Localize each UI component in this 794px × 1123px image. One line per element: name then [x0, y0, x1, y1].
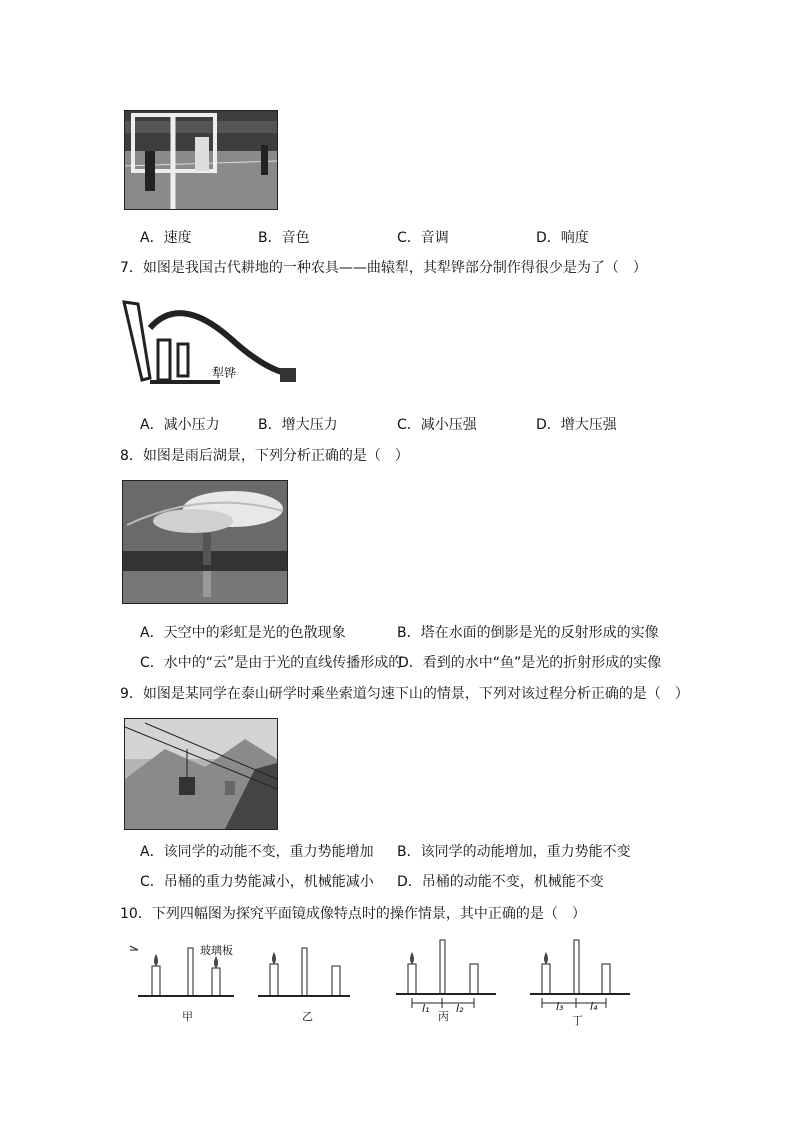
q9-stem: 9．如图是某同学在泰山研学时乘坐索道匀速下山的情景，下列对该过程分析正确的是（ ）	[120, 686, 689, 702]
q10-figure-jia	[124, 936, 244, 1026]
q10-distance-l2: l₂	[456, 1002, 464, 1015]
q7-option-a: A．减小压力	[140, 417, 220, 433]
q9-option-a: A．该同学的动能不变，重力势能增加	[140, 844, 374, 860]
q7-option-c: C．减小压强	[397, 417, 477, 433]
q9-option-d: D．吊桶的动能不变，机械能不变	[397, 874, 604, 890]
q8-lake-photo	[122, 480, 288, 604]
q8-option-b: B．塔在水面的倒影是光的反射形成的实像	[397, 625, 659, 641]
q9-option-c: C．吊桶的重力势能减小，机械能减小	[140, 874, 374, 890]
q10-label-yi: 乙	[302, 1010, 313, 1023]
q7-plough-label: 犁铧	[212, 366, 237, 380]
q10-label-jia: 甲	[182, 1010, 193, 1023]
q10-distance-l1: l₁	[422, 1002, 430, 1015]
q8-option-d: D．看到的水中“鱼”是光的折射形成的实像	[398, 655, 662, 671]
q10-distance-l3: l₃	[556, 1000, 564, 1013]
q10-figure-ding	[526, 936, 636, 1026]
q10-distance-l4: l₄	[590, 1000, 598, 1013]
q8-option-a: A．天空中的彩虹是光的色散现象	[140, 625, 346, 641]
q10-figure-yi	[256, 936, 366, 1026]
q10-figure-bing	[392, 936, 502, 1026]
q6-goal-image	[125, 111, 277, 209]
q6-option-b: B．音色	[258, 230, 310, 246]
q7-option-b: B．增大压力	[258, 417, 338, 433]
q10-label-bing: 丙	[438, 1010, 449, 1023]
q6-option-c: C．音调	[397, 230, 449, 246]
q8-stem: 8．如图是雨后湖景，下列分析正确的是（ ）	[120, 448, 409, 464]
q9-cable-car-photo	[124, 718, 278, 830]
q6-option-d: D．响度	[536, 230, 589, 246]
q8-option-c: C．水中的“云”是由于光的直线传播形成的	[140, 655, 403, 671]
q10-label-ding: 丁	[572, 1014, 583, 1027]
q10-glass-label: 玻璃板	[200, 944, 233, 957]
q9-option-b: B．该同学的动能增加，重力势能不变	[397, 844, 631, 860]
q7-plough-figure	[120, 298, 300, 390]
q7-option-d: D．增大压强	[536, 417, 617, 433]
q10-stem: 10．下列四幅图为探究平面镜成像特点时的操作情景，其中正确的是（ ）	[120, 906, 586, 922]
q6-option-a: A．速度	[140, 230, 192, 246]
q7-stem: 7．如图是我国古代耕地的一种农具——曲辕犁，其犁铧部分制作得很少是为了（ ）	[120, 260, 647, 276]
q6-photo	[124, 110, 278, 210]
